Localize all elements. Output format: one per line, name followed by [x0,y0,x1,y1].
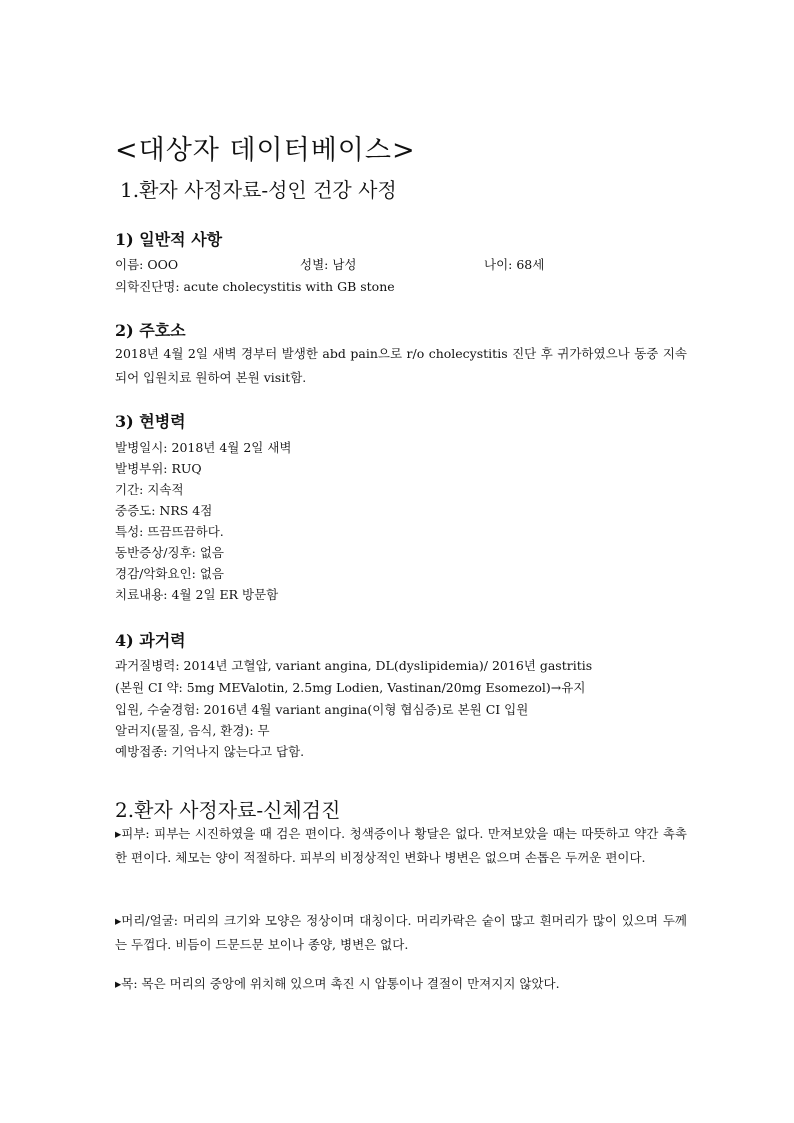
physical-exam-heading: 2.환자 사정자료-신체검진 [115,798,341,822]
modifying-factors-line: 경감/악화요인: 없음 [115,566,224,581]
chief-complaint-text: 2018년 4월 2일 새벽 경부터 발생한 abd pain으로 r/o cholecystitis 진단 후 귀가하였으나 동중 지속되어 입원치료 원하여 본원 visit함. [115,346,687,385]
duration-line: 기간: 지속적 [115,482,184,497]
associated-symptoms-line: 동반증상/징후: 없음 [115,545,224,560]
chief-complaint-heading: 2) 주호소 [115,321,186,340]
neck-paragraph: ▸목: 목은 머리의 중앙에 위치해 있으며 촉진 시 압통이나 결절이 만져지지 않았다. [115,976,560,991]
medical-diagnosis: 의학진단명: acute cholecystitis with GB stone [115,279,395,294]
onset-line: 발병일시: 2018년 4월 2일 새벽 [115,440,292,455]
patient-sex: 성별: 남성 [300,257,357,272]
character-line: 특성: 뜨끔뜨끔하다. [115,524,224,539]
patient-age: 나이: 68세 [484,257,545,272]
treatment-line: 치료내용: 4월 2일 ER 방문함 [115,587,279,602]
location-line: 발병부위: RUQ [115,461,202,476]
past-history-heading: 4) 과거력 [115,631,186,650]
medication-line: (본원 CI 약: 5mg MEValotin, 2.5mg Lodien, Vastinan/20mg Esomezol)→유지 [115,680,586,695]
present-illness-heading: 3) 현병력 [115,412,186,431]
document-subtitle: 1.환자 사정자료-성인 건강 사정 [120,178,397,202]
skin-paragraph: ▸피부: 피부는 시진하였을 때 검은 편이다. 청색증이나 황달은 없다. 만져보았을 때는 따뜻하고 약간 촉촉한 편이다. 체모는 양이 적절하다. 피부의 비정상적인 변화나 병변은 없으며 손톱은 두꺼운 편이다. [115,826,687,865]
hospitalization-line: 입원, 수술경험: 2016년 4월 variant angina(이형 협심증)로 본원 CI 입원 [115,702,529,717]
allergy-line: 알러지(물질, 음식, 환경): 무 [115,723,270,738]
general-heading: 1) 일반적 사항 [115,230,223,249]
severity-line: 중증도: NRS 4점 [115,503,213,518]
patient-name: 이름: OOO [115,257,179,272]
document-title: <대상자 데이터베이스> [115,135,416,166]
vaccination-line: 예방접종: 기억나지 않는다고 답함. [115,744,305,759]
past-illness-line: 과거질병력: 2014년 고혈압, variant angina, DL(dyslipidemia)/ 2016년 gastritis [115,658,593,673]
head-face-paragraph: ▸머리/얼굴: 머리의 크기와 모양은 정상이며 대칭이다. 머리카락은 숱이 많고 흰머리가 많이 있으며 두께는 두껍다. 비듬이 드문드문 보이나 종양, 병변은 없다. [115,913,687,952]
